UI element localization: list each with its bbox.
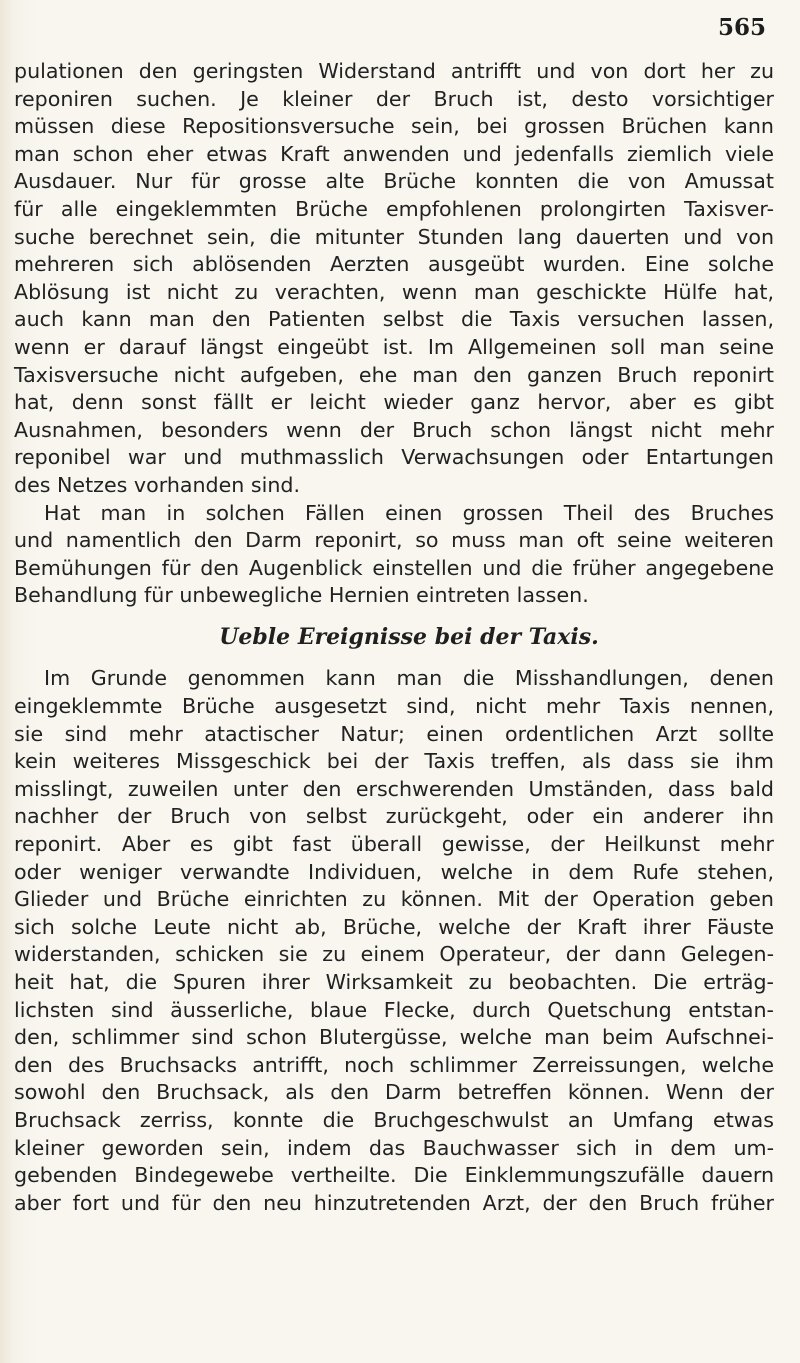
text-line: Ausdauer. Nur für grosse alte Brüche konnten die von Amussat [14, 169, 774, 194]
text-line: Ablösung ist nicht zu verachten, wenn man geschickte Hülfe hat, [14, 279, 774, 304]
text-line: kleiner geworden sein, indem das Bauchwasser sich in dem um- [14, 1135, 774, 1160]
page-number: 565 [718, 14, 767, 41]
text-line: Im Grunde genommen kann man die Misshandlungen, denen [44, 666, 774, 691]
text-line: Hat man in solchen Fällen einen grossen Theil des Bruches [44, 500, 774, 525]
text-line: reponirt. Aber es gibt fast überall gewisse, der Heilkunst mehr [14, 832, 774, 857]
section-heading: Ueble Ereignisse bei der Taxis. [219, 623, 599, 650]
text-line: auch kann man den Patienten selbst die Taxis versuchen lassen, [14, 307, 774, 332]
page-body [14, 58, 774, 1217]
text-line: Behandlung für unbewegliche Hernien eintreten lassen. [14, 583, 589, 608]
text-line: gebenden Bindegewebe vertheilte. Die Einklemmungszufälle dauern [14, 1163, 774, 1188]
text-line: Ausnahmen, besonders wenn der Bruch schon längst nicht mehr [14, 417, 774, 442]
paragraph-1 [14, 58, 774, 500]
text-line: hat, denn sonst fällt er leicht wieder ganz hervor, aber es gibt [14, 390, 774, 415]
text-line: Bruchsack zerriss, konnte die Bruchgeschwulst an Umfang etwas [14, 1107, 774, 1132]
text-line: Taxisversuche nicht aufgeben, ehe man den ganzen Bruch reponirt [14, 362, 774, 387]
paragraph-3 [14, 665, 774, 1217]
text-line: wenn er darauf längst eingeübt ist. Im Allgemeinen soll man seine [14, 334, 774, 359]
text-line: und namentlich den Darm reponirt, so muss man oft seine weiteren [14, 528, 774, 553]
text-line: sich solche Leute nicht ab, Brüche, welche der Kraft ihrer Fäuste [14, 914, 774, 939]
text-line: den des Bruchsacks antrifft, noch schlimmer Zerreissungen, welche [14, 1052, 774, 1077]
text-line: sowohl den Bruchsack, als den Darm betreffen können. Wenn der [14, 1080, 774, 1105]
text-line: misslingt, zuweilen unter den erschwerenden Umständen, dass bald [14, 776, 774, 801]
text-line: lichsten sind äusserliche, blaue Flecke, durch Quetschung entstan- [14, 997, 774, 1022]
text-line: Bemühungen für den Augenblick einstellen und die früher angegebene [14, 555, 774, 580]
text-line: nachher der Bruch von selbst zurückgeht, oder ein anderer ihn [14, 804, 774, 829]
text-line: eingeklemmte Brüche ausgesetzt sind, nicht mehr Taxis nennen, [14, 694, 774, 719]
text-line: oder weniger verwandte Individuen, welche in dem Rufe stehen, [14, 859, 774, 884]
text-line: pulationen den geringsten Widerstand antrifft und von dort her zu [14, 59, 774, 83]
text-line: suche berechnet sein, die mitunter Stunden lang dauerten und von [14, 224, 774, 249]
text-line: aber fort und für den neu hinzutretenden Arzt, der den Bruch früher [14, 1190, 774, 1215]
text-line: kein weiteres Missgeschick bei der Taxis treffen, als dass sie ihm [14, 749, 774, 774]
text-line: müssen diese Repositionsversuche sein, bei grossen Brüchen kann [14, 114, 774, 139]
text-line: reponibel war und muthmasslich Verwachsungen oder Entartungen [14, 445, 774, 470]
text-line: man schon eher etwas Kraft anwenden und jedenfalls ziemlich viele [14, 141, 774, 166]
text-line: reponiren suchen. Je kleiner der Bruch ist, desto vorsichtiger [14, 86, 774, 111]
paragraph-2 [14, 500, 774, 610]
text-line: des Netzes vorhanden sind. [14, 472, 300, 497]
text-line: für alle eingeklemmten Brüche empfohlenen prolongirten Taxisver- [14, 196, 774, 221]
text-line: mehreren sich ablösenden Aerzten ausgeübt wurden. Eine solche [14, 252, 774, 277]
text-line: den, schlimmer sind schon Blutergüsse, welche man beim Aufschnei- [14, 1025, 774, 1050]
text-line: widerstanden, schicken sie zu einem Operateur, der dann Gelegen- [14, 942, 774, 967]
text-line: Glieder und Brüche einrichten zu können. Mit der Operation geben [14, 887, 774, 912]
text-line: sie sind mehr atactischer Natur; einen ordentlichen Arzt sollte [14, 721, 774, 746]
text-line: heit hat, die Spuren ihrer Wirksamkeit zu beobachten. Die erträg- [14, 970, 774, 994]
